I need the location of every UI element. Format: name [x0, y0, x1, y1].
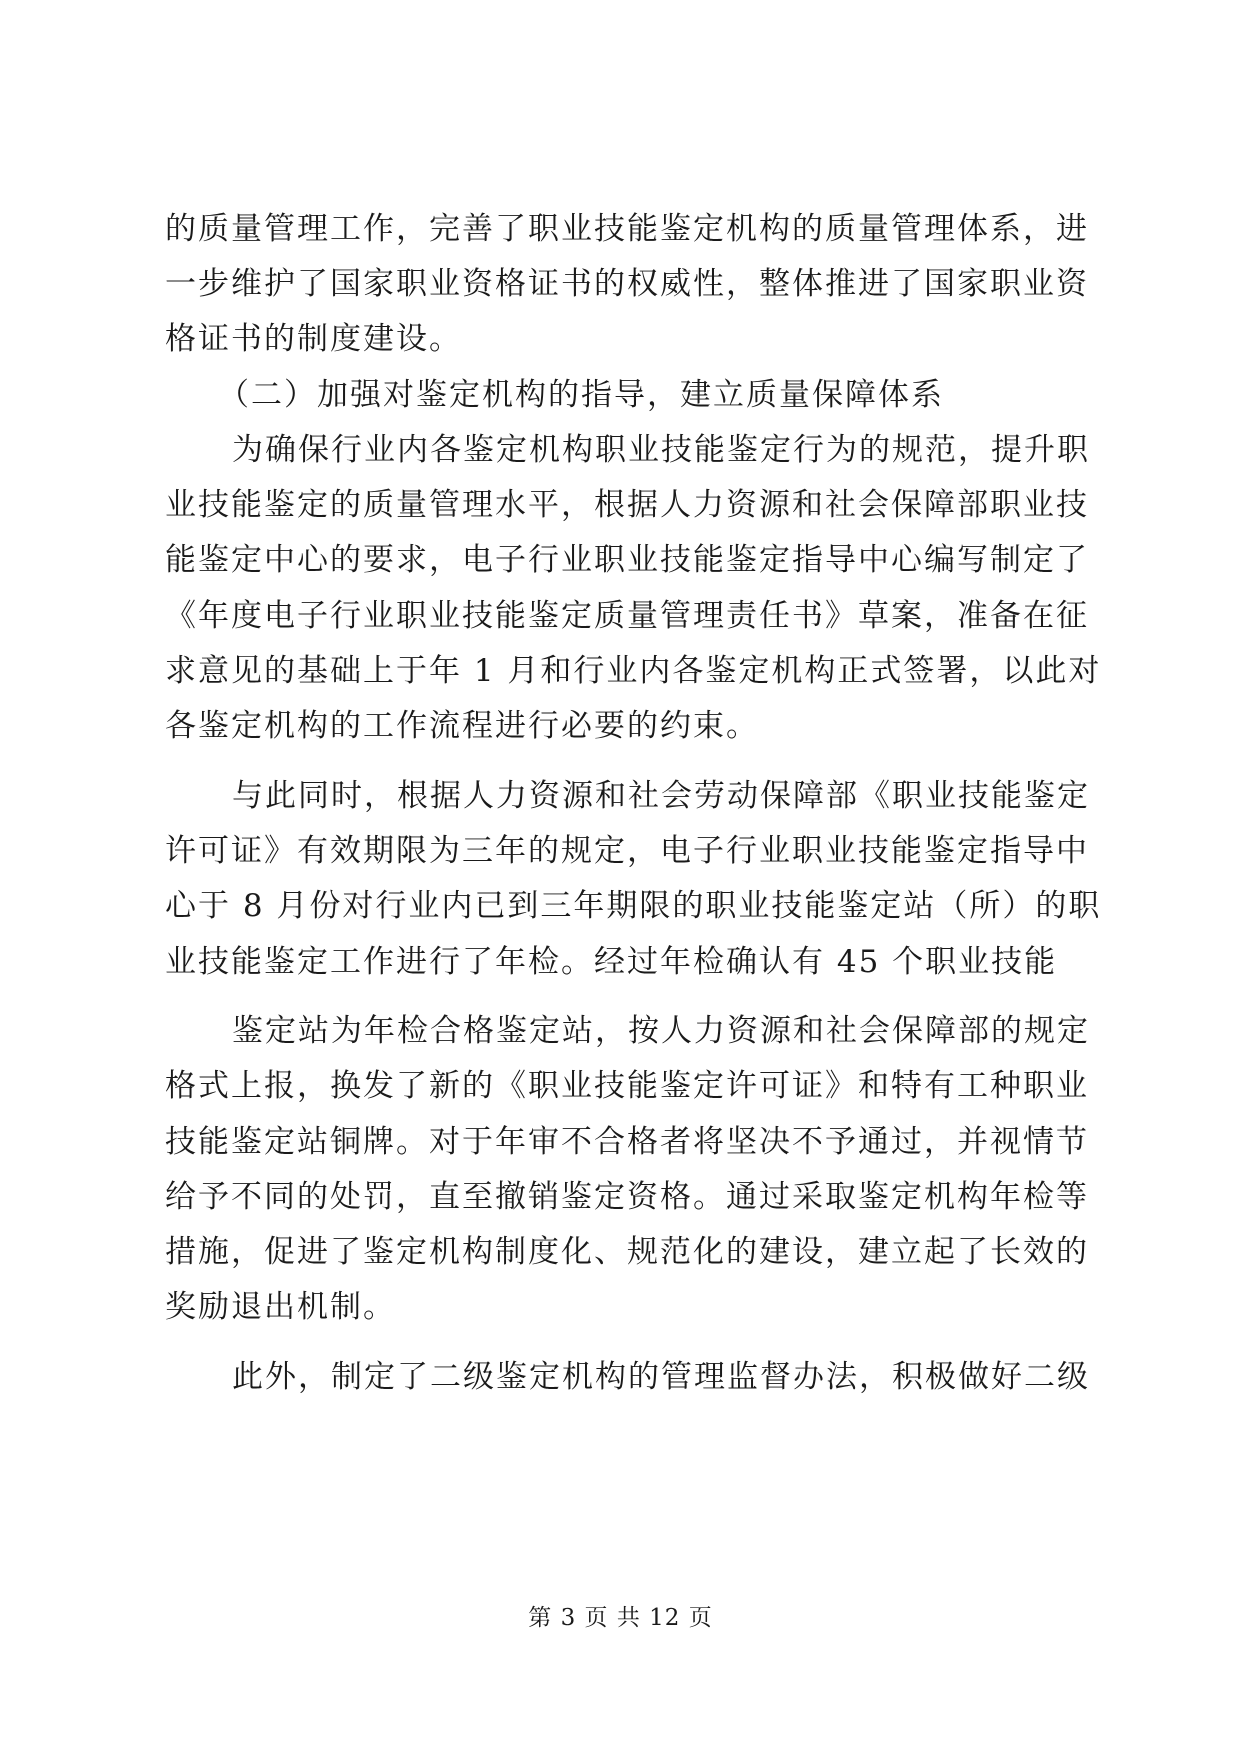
body-line: 与此同时，根据人力资源和社会劳动保障部《职业技能鉴定	[232, 778, 1090, 814]
body-line: 能鉴定中心的要求，电子行业职业技能鉴定指导中心编写制定了	[165, 542, 1089, 578]
body-line: 求意见的基础上于年 1 月和行业内各鉴定机构正式签署，以此对	[165, 653, 1102, 689]
body-line: 各鉴定机构的工作流程进行必要的约束。	[165, 708, 759, 744]
body-line: 格证书的制度建设。	[165, 321, 462, 357]
body-line: 许可证》有效期限为三年的规定，电子行业职业技能鉴定指导中	[165, 833, 1089, 869]
body-line: 鉴定站为年检合格鉴定站，按人力资源和社会保障部的规定	[232, 1013, 1090, 1049]
body-line: 《年度电子行业职业技能鉴定质量管理责任书》草案，准备在征	[165, 598, 1089, 634]
page-number-footer: 第 3 页 共 12 页	[528, 1605, 713, 1631]
body-line: 此外，制定了二级鉴定机构的管理监督办法，积极做好二级	[232, 1359, 1090, 1395]
body-line: 心于 8 月份对行业内已到三年期限的职业技能鉴定站（所）的职	[165, 888, 1102, 924]
body-line: 为确保行业内各鉴定机构职业技能鉴定行为的规范，提升职	[232, 432, 1090, 468]
body-line: 奖励退出机制。	[165, 1289, 396, 1325]
body-line: 的质量管理工作，完善了职业技能鉴定机构的质量管理体系，进	[165, 211, 1089, 247]
body-line: 一步维护了国家职业资格证书的权威性，整体推进了国家职业资	[165, 266, 1089, 302]
body-line: 措施，促进了鉴定机构制度化、规范化的建设，建立起了长效的	[165, 1234, 1089, 1270]
body-line: 给予不同的处罚，直至撤销鉴定资格。通过采取鉴定机构年检等	[165, 1179, 1089, 1215]
section-heading: （二）加强对鉴定机构的指导，建立质量保障体系	[218, 377, 944, 413]
body-line: 业技能鉴定工作进行了年检。经过年检确认有 45 个职业技能	[165, 944, 1058, 980]
body-line: 业技能鉴定的质量管理水平，根据人力资源和社会保障部职业技	[165, 487, 1089, 523]
body-line: 格式上报，换发了新的《职业技能鉴定许可证》和特有工种职业	[165, 1068, 1089, 1104]
body-line: 技能鉴定站铜牌。对于年审不合格者将坚决不予通过，并视情节	[165, 1124, 1089, 1160]
